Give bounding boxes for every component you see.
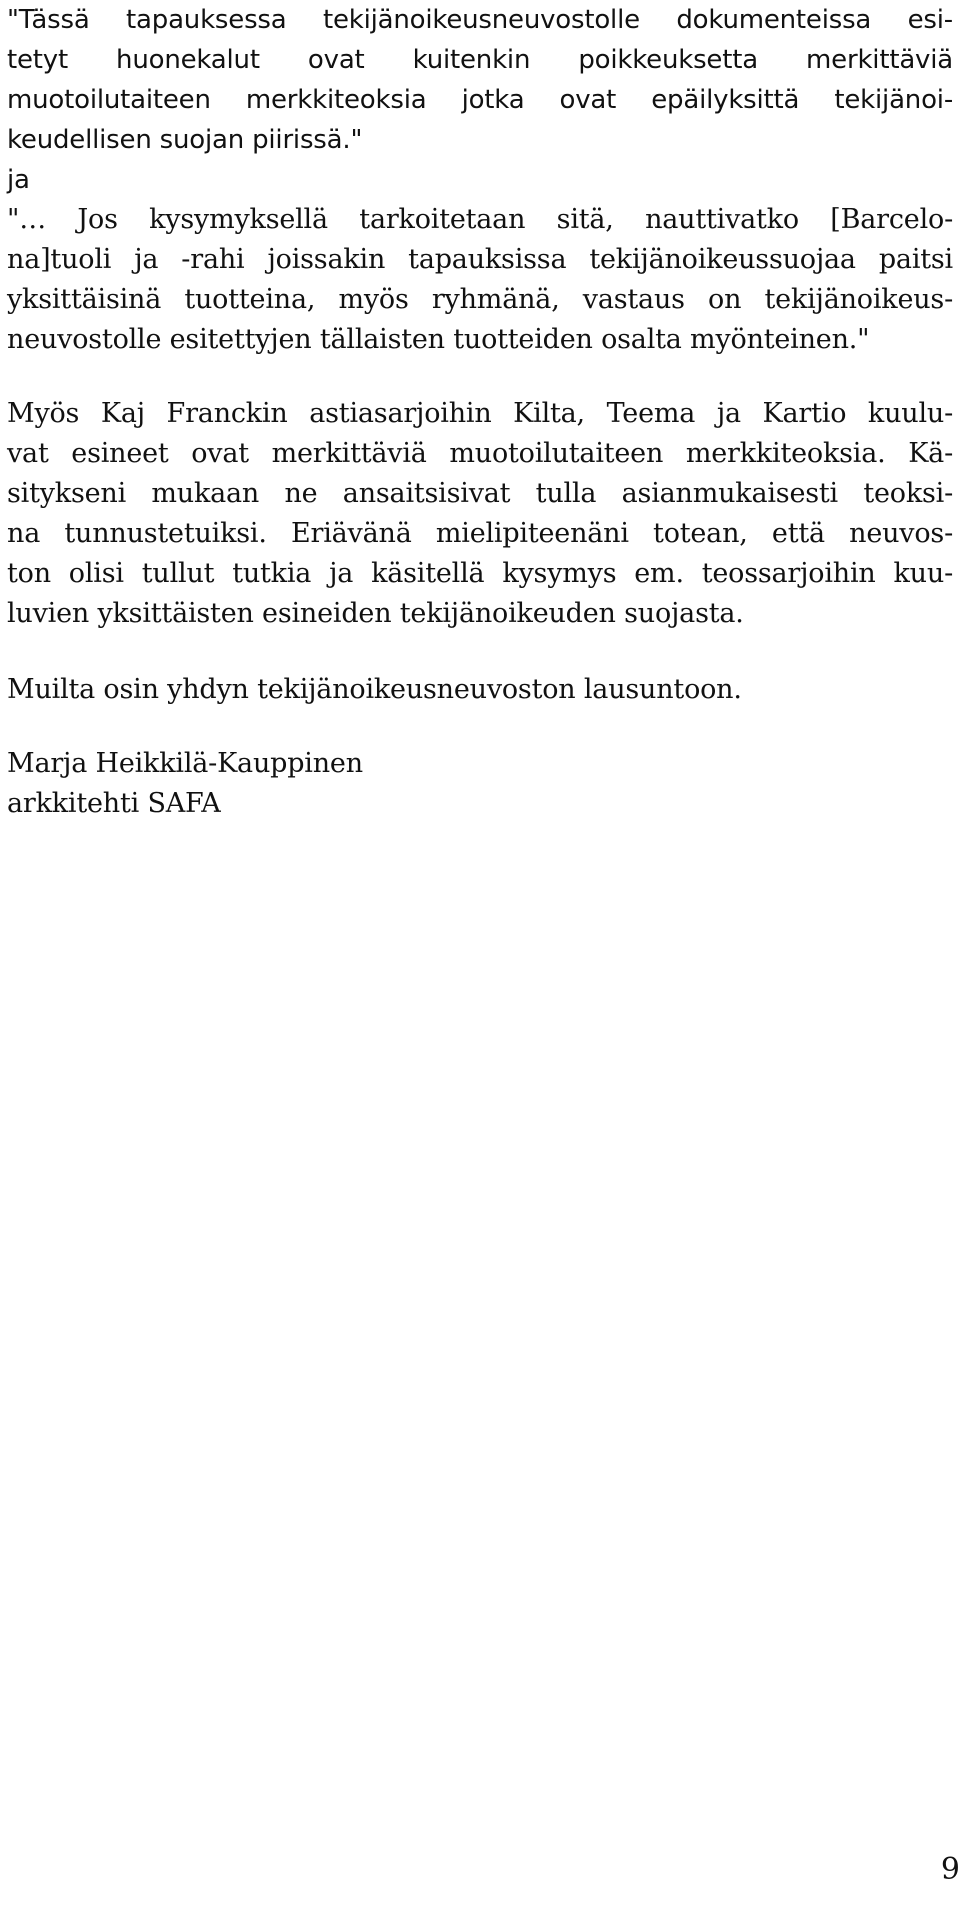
quote-2 (7, 200, 953, 360)
page-number: 9 (940, 1852, 960, 1887)
quote-1-line: tetyt huonekalut ovat kuitenkin poikkeuksetta merkittäviä (7, 45, 953, 75)
paragraph-line: luvien yksittäisten esineiden tekijänoikeuden suojasta. (7, 598, 744, 629)
quote-1-line: keudellisen suojan piirissä." (7, 125, 363, 155)
signature-title: arkkitehti SAFA (7, 788, 221, 819)
closing-statement: Muilta osin yhdyn tekijänoikeusneuvoston lausuntoon. (7, 674, 742, 705)
spacer (7, 360, 953, 394)
quote-2-line: neuvostolle esitettyjen tällaisten tuotteiden osalta myönteinen." (7, 324, 870, 355)
quote-1-line: muotoilutaiteen merkkiteoksia jotka ovat epäilyksittä tekijänoi- (7, 85, 953, 115)
signature-name: Marja Heikkilä-Kauppinen (7, 748, 363, 779)
connector-text: ja (7, 165, 30, 195)
quote-2-line: na]tuoli ja -rahi joissakin tapauksissa tekijänoikeussuojaa paitsi (7, 244, 953, 275)
quote-2-line: yksittäisinä tuotteina, myös ryhmänä, vastaus on tekijänoikeus- (7, 284, 953, 315)
quote-1 (7, 0, 953, 160)
paragraph-line: vat esineet ovat merkittäviä muotoilutaiteen merkkiteoksia. Kä- (7, 438, 953, 469)
paragraph-line: Myös Kaj Franckin astiasarjoihin Kilta, Teema ja Kartio kuulu- (7, 398, 953, 429)
opinion-paragraph (7, 394, 953, 634)
quote-1-line: "Tässä tapauksessa tekijänoikeusneuvostolle dokumenteissa esi- (7, 5, 953, 35)
signature-block (7, 744, 953, 824)
paragraph-line: sitykseni mukaan ne ansaitsisivat tulla asianmukaisesti teoksi- (7, 478, 953, 509)
paragraph-line: na tunnustetuiksi. Eriävänä mielipiteenäni totean, että neuvos- (7, 518, 953, 549)
paragraph-line: ton olisi tullut tutkia ja käsitellä kysymys em. teossarjoihin kuu- (7, 558, 953, 589)
spacer (7, 634, 953, 670)
spacer (7, 710, 953, 744)
quote-2-line: "… Jos kysymyksellä tarkoitetaan sitä, nauttivatko [Barcelo- (7, 204, 953, 235)
document-body (7, 0, 953, 824)
